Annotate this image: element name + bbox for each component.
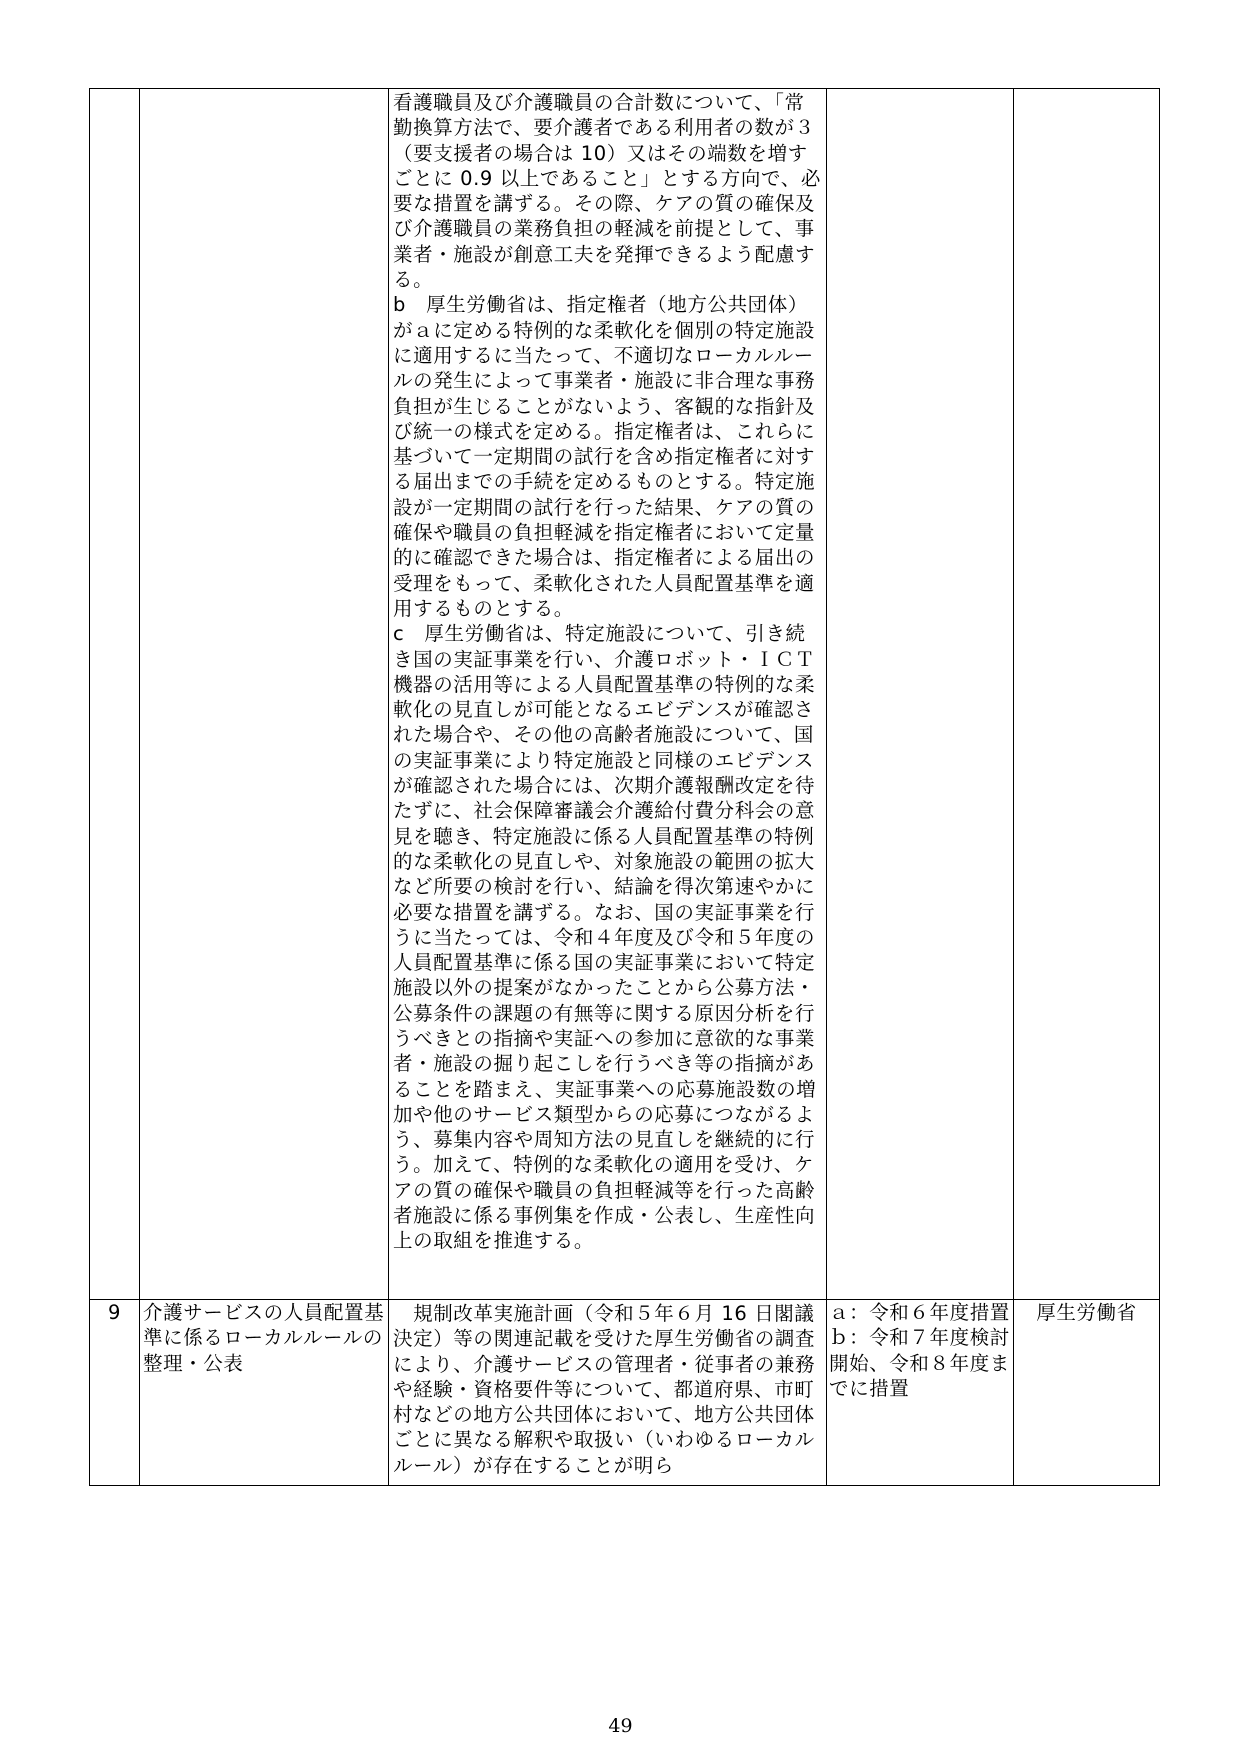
page-number: 49 [608,1715,633,1737]
item-content: 規制改革実施計画（令和５年６月 16 日閣議決定）等の関連記載を受けた厚生労働省の調査により、介護サービスの管理者・従事者の兼務や経験・資格要件等について、都道府県、市町村などの地方公共団体において、地方公共団体ごとに異なる解釈や取扱い（いわゆるローカルルール）が存在することが明ら [393,1302,816,1477]
item-title-cell [140,1300,389,1486]
item-number: 9 [90,1300,140,1486]
content-cell [389,89,827,1300]
item-title: 介護サービスの人員配置基準に係るローカルルールの整理・公表 [143,1301,385,1375]
schedule-cell [827,89,1014,1300]
content-paragraph-b: b 厚生労働省は、指定権者（地方公共団体）がａに定める特例的な柔軟化を個別の特定施設に適用するに当たって、不適切なローカルルールの発生によって事業者・施設に非合理な事務負担が生じることがないよう、客観的な指針及び統一の様式を定める。指定権者は、これらに基づいて一定期間の試行を含め指定権者に対する届出までの手続を定めるものとする。特定施設が一定期間の試行を行った結果、ケアの質の確保や職員の負担軽減を指定権者において定量的に確認できた場合は、指定権者による届出の受理をもって、柔軟化された人員配置基準を適用するものとする。 [393,293,816,620]
number-cell [90,89,140,1300]
schedule-cell [827,1300,1014,1486]
item-title-cell [140,89,389,1300]
ministry-cell [1014,89,1160,1300]
measures-table [89,88,1160,1486]
table-row-9 [90,1300,1160,1486]
item-schedule: ａ：令和６年度措置 ｂ：令和７年度検討開始、令和８年度までに措置 [829,1301,1010,1400]
content-paragraph-c: c 厚生労働省は、特定施設について、引き続き国の実証事業を行い、介護ロボット・ＩＣＴ機器の活用等による人員配置基準の特例的な柔軟化の見直しが可能となるエビデンスが確認された場合や、その他の高齢者施設について、国の実証事業により特定施設と同様のエビデンスが確認された場合には、次期介護報酬改定を待たずに、社会保障審議会介護給付費分科会の意見を聴き、特定施設に係る人員配置基準の特例的な柔軟化の見直しや、対象施設の範囲の拡大など所要の検討を行い、結論を得次第速やかに必要な措置を講ずる。なお、国の実証事業を行うに当たっては、令和４年度及び令和５年度の人員配置基準に係る国の実証事業において特定施設以外の提案がなかったことから公募方法・公募条件の課題の有無等に関する原因分析を行うべきとの指摘や実証への参加に意欲的な事業者・施設の掘り起こしを行うべき等の指摘があることを踏まえ、実証事業への応募施設数の増加や他のサービス類型からの応募につながるよう、募集内容や周知方法の見直しを継続的に行う。加えて、特例的な柔軟化の適用を受け、ケアの質の確保や職員の負担軽減等を行った高齢者施設に係る事例集を作成・公表し、生産性向上の取組を推進する。 [393,622,817,1253]
content-paragraph-a: 看護職員及び介護職員の合計数について、「常勤換算方法で、要介護者である利用者の数が３（要支援者の場合は 10）又はその端数を増すごとに 0.9 以上であること」とする方向で、必要な措置を講ずる。その際、ケアの質の確保及び介護職員の業務負担の軽減を前提として、事業者・施設が創意工夫を発揮できるよう配慮する。 [393,91,821,292]
item-ministry: 厚生労働省 [1014,1300,1160,1486]
content-body [389,89,826,1254]
content-cell [389,1300,827,1486]
table-row-continued [90,89,1160,1300]
